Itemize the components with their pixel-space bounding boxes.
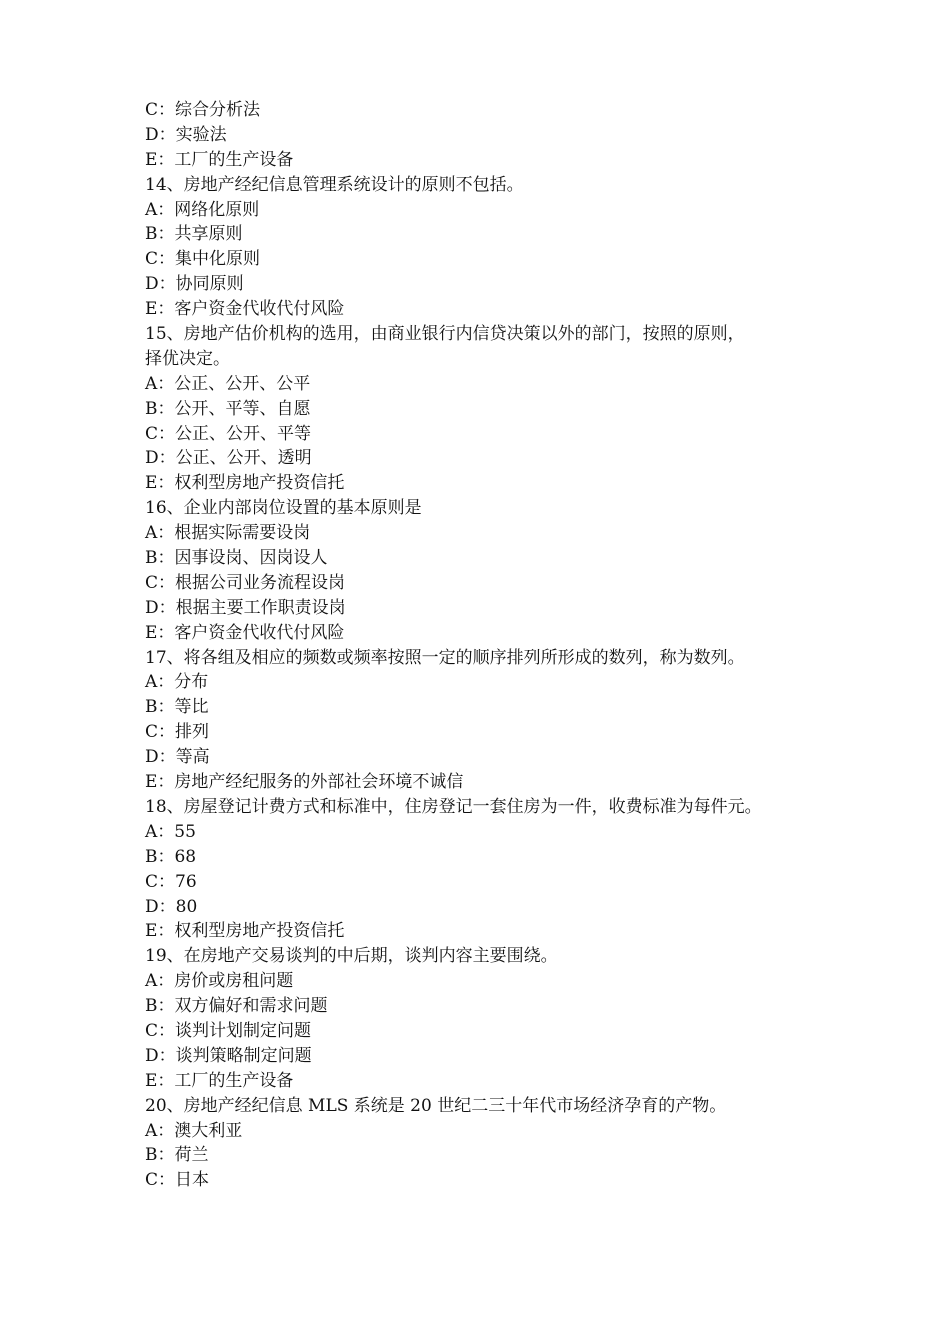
option-line: A：分布 (145, 672, 209, 693)
option-line: D：根据主要工作职责设岗 (145, 597, 346, 618)
option-line: E：客户资金代收代付风险 (145, 622, 345, 643)
option-line: E：权利型房地产投资信托 (145, 473, 345, 494)
option-line: B：68 (145, 846, 197, 867)
option-line: C：谈判计划制定问题 (145, 1020, 312, 1041)
question-17: 17、将各组及相应的频数或频率按照一定的顺序排列所形成的数列，称为数列。 (145, 647, 745, 668)
option-line: E：权利型房地产投资信托 (145, 921, 345, 942)
option-line: E：工厂的生产设备 (145, 149, 294, 170)
option-line: C：公正、公开、平等 (145, 423, 312, 444)
option-line: E：工厂的生产设备 (145, 1070, 294, 1091)
question-15-continued: 择优决定。 (145, 348, 230, 369)
option-line: B：共享原则 (145, 224, 243, 245)
option-line: D：实验法 (145, 124, 227, 145)
option-line: E：房地产经纪服务的外部社会环境不诚信 (145, 772, 464, 793)
option-line: A：澳大利亚 (145, 1120, 243, 1141)
option-line: B：公开、平等、自愿 (145, 398, 311, 419)
option-line: B：因事设岗、因岗设人 (145, 548, 328, 569)
option-line: D：公正、公开、透明 (145, 448, 312, 469)
option-line: A：根据实际需要设岗 (145, 523, 311, 544)
option-line: C：综合分析法 (145, 100, 261, 120)
option-line: A：房价或房租问题 (145, 971, 294, 992)
option-line: B：等比 (145, 697, 209, 718)
question-18: 18、房屋登记计费方式和标准中，住房登记一套住房为一件，收费标准为每件元。 (145, 796, 762, 817)
option-line: C：日本 (145, 1170, 210, 1191)
option-line: D：谈判策略制定问题 (145, 1045, 312, 1066)
option-line: E：客户资金代收代付风险 (145, 299, 345, 320)
option-line: C：76 (145, 871, 197, 892)
option-line: C：根据公司业务流程设岗 (145, 572, 346, 593)
option-line: B：荷兰 (145, 1145, 209, 1166)
option-line: A：55 (145, 821, 196, 842)
option-line: C：集中化原则 (145, 249, 261, 270)
option-line: C：排列 (145, 722, 210, 743)
option-line: A：公正、公开、公平 (145, 373, 311, 394)
option-line: B：双方偏好和需求问题 (145, 996, 328, 1017)
option-line: D：80 (145, 896, 198, 917)
document-body (145, 98, 815, 1193)
option-line: A：网络化原则 (145, 199, 260, 220)
question-19: 19、在房地产交易谈判的中后期，谈判内容主要围绕。 (145, 946, 558, 967)
question-14: 14、房地产经纪信息管理系统设计的原则不包括。 (145, 174, 524, 195)
option-line: D：等高 (145, 747, 210, 768)
option-line: D：协同原则 (145, 274, 244, 295)
question-16: 16、企业内部岗位设置的基本原则是 (145, 498, 422, 519)
question-15: 15、房地产估价机构的选用，由商业银行内信贷决策以外的部门，按照的原则， (145, 324, 745, 345)
question-20: 20、房地产经纪信息 MLS 系统是 20 世纪二三十年代市场经济孕育的产物。 (145, 1095, 727, 1116)
